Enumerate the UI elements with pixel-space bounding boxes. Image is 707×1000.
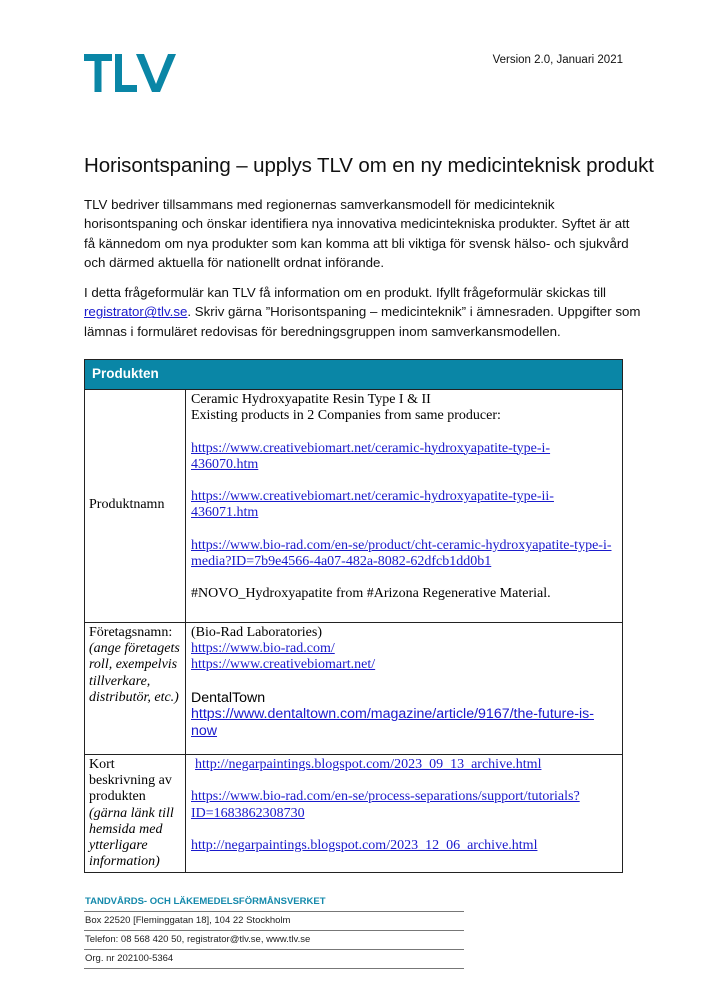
company2-link[interactable]: https://www.dentaltown.com/magazine/article/9167/the-future-is-now (191, 706, 594, 739)
footer-address: Box 22520 [Fleminggatan 18], 104 22 Stockholm (84, 912, 464, 931)
page-title: Horisontspaning – upplys TLV om en ny medicinteknisk produkt (84, 154, 654, 177)
label-note: (gärna länk till hemsida med ytterligare information) (89, 805, 174, 870)
label-note: (ange företagets roll, exempelvis tillverkare, distributör, etc.) (89, 641, 180, 705)
footer-contact: Telefon: 08 568 420 50, registrator@tlv.se, www.tlv.se (84, 931, 464, 950)
instructions-text-2: . Skriv gärna ”Horisontspaning – medicinteknik” i ämnesraden. Uppgifter som lämnas i formuläret redovisas för beredningsgruppen inom samverkansmodellen. (84, 304, 641, 339)
footer-organization: TANDVÅRDS- OCH LÄKEMEDELSFÖRMÅNSVERKET (84, 893, 464, 912)
label-foretagsnamn: Företagsnamn: (89, 625, 173, 640)
registrator-email-link[interactable]: registrator@tlv.se (84, 304, 188, 320)
product-form-table (84, 359, 623, 873)
footer (84, 893, 464, 969)
product-name-text: Ceramic Hydroxyapatite Resin Type I & II (191, 392, 431, 407)
row-label (85, 755, 186, 872)
row-value (186, 390, 622, 622)
table-header: Produkten (85, 360, 622, 390)
description-link[interactable]: https://www.bio-rad.com/en-se/process-separations/support/tutorials?ID=1683862308730 (191, 789, 580, 821)
instructions-paragraph (84, 283, 644, 341)
row-label (85, 390, 186, 622)
product-link[interactable]: https://www.bio-rad.com/en-se/product/cht-ceramic-hydroxyapatite-type-i-media?ID=7b9e4566-4a07-482a-8082-62dfcb1dd0b1 (191, 537, 612, 569)
label-kort-beskrivning: Kort beskrivning av produkten (89, 757, 172, 805)
label-produktnamn: Produktnamn (89, 496, 165, 512)
description-link[interactable]: http://negarpaintings.blogspot.com/2023_09_13_archive.html (195, 757, 542, 772)
row-label (85, 623, 186, 754)
product-link[interactable]: https://www.creativebiomart.net/ceramic-hydroxyapatite-type-i-436070.htm (191, 440, 551, 472)
intro-paragraph: TLV bedriver tillsammans med regionernas samverkansmodell för medicinteknik horisontspaning och önskar identifiera nya innovativa medicintekniska produkter. Syftet är att få kännedom om nya produkter som kan komma att bli viktiga för svensk hälso- och sjukvård och därmed aktuella för nationellt ordnat införande. (84, 197, 630, 270)
version-label: Version 2.0, Januari 2021 (492, 54, 623, 66)
company-text: (Bio-Rad Laboratories) (191, 625, 323, 640)
row-value (186, 755, 622, 872)
tlv-logo (84, 52, 176, 94)
company2-text: DentalTown (191, 689, 266, 706)
table-row-product-name (85, 390, 622, 623)
row-value (186, 623, 622, 754)
instructions-text: I detta frågeformulär kan TLV få information om en produkt. Ifyllt frågeformulär skickas till (84, 285, 606, 300)
company-link[interactable]: https://www.bio-rad.com/ (191, 641, 335, 657)
description-link[interactable]: http://negarpaintings.blogspot.com/2023_12_06_archive.html (191, 837, 538, 853)
footer-org-number: Org. nr 202100-5364 (84, 950, 464, 969)
company-link[interactable]: https://www.creativebiomart.net/ (191, 657, 376, 673)
table-row-description (85, 755, 622, 872)
product-note-text: Existing products in 2 Companies from same producer: (191, 408, 501, 424)
table-row-company-name (85, 623, 622, 755)
product-closing-text: #NOVO_Hydroxyapatite from #Arizona Regenerative Material. (191, 586, 551, 602)
product-link[interactable]: https://www.creativebiomart.net/ceramic-hydroxyapatite-type-ii-436071.htm (191, 489, 554, 521)
